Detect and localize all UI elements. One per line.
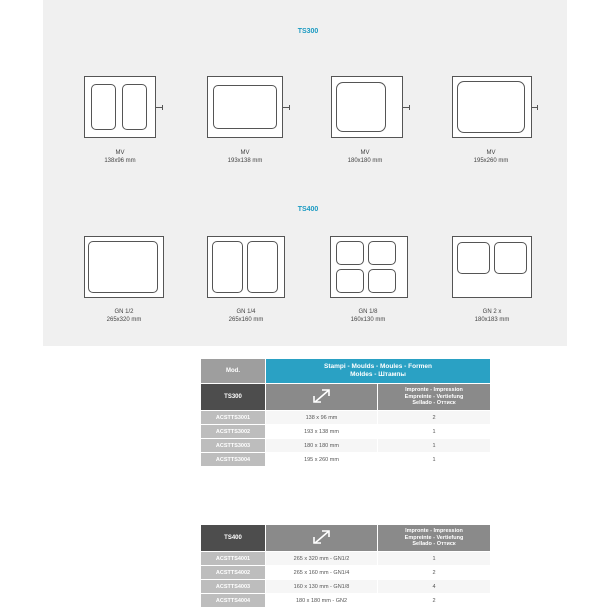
count-cell: 4 [378,580,491,594]
impronte-line3: Sellado - Оттиск [412,400,456,407]
model-cell: TS400 [201,525,266,552]
mould-ts400-1-caption [79,309,169,324]
size-cell: 180 x 180 mm - GN2 [266,594,378,608]
mould-size: 180x183 mm [474,316,510,323]
mould-name: GN 1/8 [358,309,378,315]
table-row [201,566,491,580]
size-cell: 180 x 180 mm [266,439,378,453]
impronte-line3: Sellado - Оттиск [412,541,456,548]
mod-header: Mod. [201,359,266,384]
table-row [201,425,491,439]
ts300-title: TS300 [297,28,319,35]
code-cell: ACSTTS4003 [201,580,266,594]
count-cell: 2 [378,411,491,425]
stampi-line1: Stampi - Moulds - Moules - Formen [324,363,432,370]
impronte-line2: Empreinte - Vertiefung [404,534,464,541]
table-row [201,594,491,608]
mould-ts300-1-caption [75,150,165,165]
code-cell: ACSTTS3002 [201,425,266,439]
size-cell: 160 x 130 mm - GN1/8 [266,580,378,594]
diagonal-resize-arrow-icon [311,387,333,405]
ts400-moulds-table [200,524,491,608]
table-row [201,453,491,467]
size-cell: 265 x 160 mm - GN1/4 [266,566,378,580]
count-cell: 2 [378,566,491,580]
ts300-moulds-table [200,358,491,467]
mould-name: MV [115,150,125,156]
mould-name: GN 1/2 [114,309,134,315]
code-cell: ACSTTS3001 [201,411,266,425]
table-row [201,580,491,594]
stampi-header [266,359,491,384]
code-cell: ACSTTS4001 [201,552,266,566]
size-cell: 193 x 138 mm [266,425,378,439]
impronte-header [378,525,491,552]
mould-ts300-4-caption [446,150,536,165]
mould-size: 265x320 mm [106,316,142,323]
impronte-line1: Impronte - Impression [405,528,463,535]
mould-ts300-2-caption [200,150,290,165]
mould-name: GN 2 x [482,309,502,315]
mould-size: 180x180 mm [347,157,383,164]
size-cell: 195 x 260 mm [266,453,378,467]
mould-size: 160x130 mm [350,316,386,323]
stampi-line2: Moldes - Штампы [350,371,406,378]
mould-name: MV [240,150,250,156]
mould-ts400-2-caption [201,309,291,324]
table-row [201,552,491,566]
mould-size: 138x96 mm [104,157,136,164]
size-cell: 138 x 96 mm [266,411,378,425]
count-cell: 1 [378,425,491,439]
model-cell: TS300 [201,384,266,411]
mould-ts400-3-caption [323,309,413,324]
mould-name: GN 1/4 [236,309,256,315]
count-cell: 1 [378,439,491,453]
impronte-header [378,384,491,411]
count-cell: 1 [378,552,491,566]
impronte-line2: Empreinte - Vertiefung [404,393,464,400]
code-cell: ACSTTS4002 [201,566,266,580]
mould-name: MV [360,150,370,156]
ts400-title: TS400 [297,206,319,213]
size-header [266,525,378,552]
mould-name: MV [486,150,496,156]
mould-size: 195x260 mm [473,157,509,164]
diagonal-resize-arrow-icon [311,528,333,546]
impronte-line1: Impronte - Impression [405,387,463,394]
mould-size: 193x138 mm [227,157,263,164]
table-row [201,411,491,425]
mould-size: 265x160 mm [228,316,264,323]
count-cell: 1 [378,453,491,467]
table-row [201,439,491,453]
size-cell: 265 x 320 mm - GN1/2 [266,552,378,566]
count-cell: 2 [378,594,491,608]
mould-ts300-3-caption [320,150,410,165]
code-cell: ACSTTS3003 [201,439,266,453]
size-header [266,384,378,411]
mould-ts400-4-caption [447,309,537,324]
code-cell: ACSTTS3004 [201,453,266,467]
code-cell: ACSTTS4004 [201,594,266,608]
